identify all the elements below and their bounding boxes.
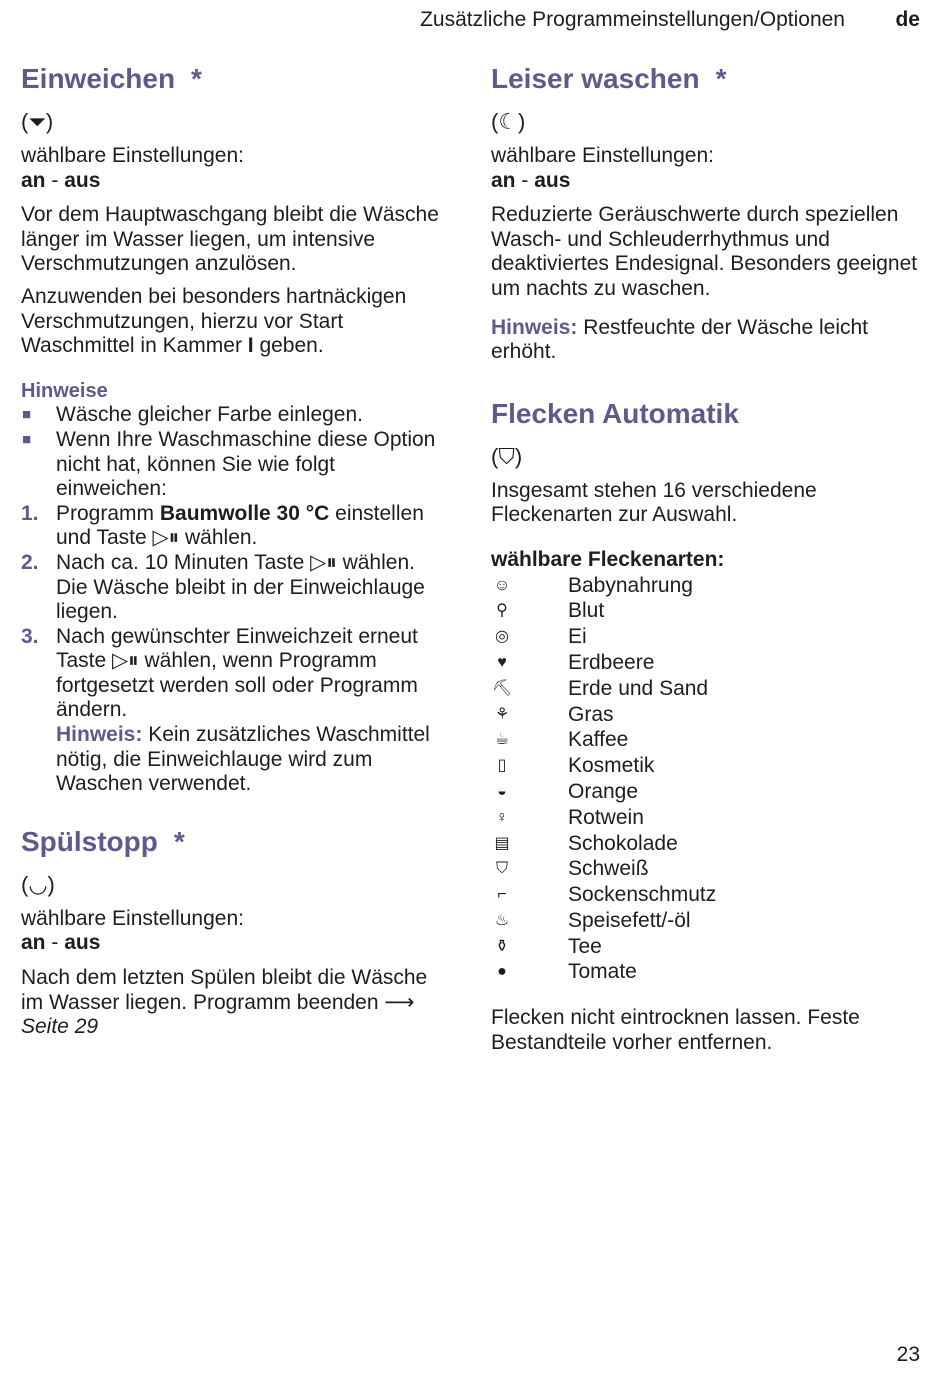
stain-label: Orange xyxy=(568,779,639,803)
stain-label: Erde und Sand xyxy=(568,676,709,700)
settings-label: wählbare Einstellungen: xyxy=(21,906,244,930)
usage-text-end: geben. xyxy=(253,334,324,358)
stain-item xyxy=(491,934,921,960)
program-name: Baumwolle 30 °C xyxy=(159,501,330,525)
bullet-icon: ■ xyxy=(22,430,32,448)
left-column xyxy=(21,60,446,1040)
arrow-icon: ⟶ xyxy=(384,990,415,1014)
usage-text: Anzuwenden bei besonders hartnäckigen Verschmutzungen, hierzu vor Start Waschmittel in Kammer xyxy=(21,284,407,358)
stain-symbol-icon: (⛉) xyxy=(491,443,523,469)
list-item xyxy=(21,428,446,502)
asterisk-mark: * xyxy=(715,63,727,94)
note-label: Hinweis: xyxy=(491,315,578,339)
stain-item xyxy=(491,779,921,805)
rinse-hold-symbol-icon: (◡) xyxy=(21,871,55,897)
chocolate-icon: ▤ xyxy=(494,834,510,852)
wine-glass-icon: ♀ xyxy=(496,808,508,826)
blood-icon: ⚲ xyxy=(496,602,508,620)
spuelstopp-description xyxy=(21,966,446,1040)
setting-separator: - xyxy=(45,931,65,955)
setting-off: aus xyxy=(64,931,101,955)
setting-off: aus xyxy=(64,168,101,192)
coffee-icon: ☕ xyxy=(494,731,510,749)
stain-item xyxy=(491,805,921,831)
stain-label: Gras xyxy=(568,702,614,726)
stain-label: Tee xyxy=(568,934,602,958)
bullet-text: Wenn Ihre Waschmaschine diese Option nicht hat, können Sie wie folgt einweichen: xyxy=(56,427,436,501)
setting-separator: - xyxy=(45,168,65,192)
steps-list xyxy=(21,502,446,723)
setting-on: an xyxy=(491,168,516,192)
stain-item xyxy=(491,624,921,650)
strawberry-icon: ♥ xyxy=(497,653,507,671)
settings-values xyxy=(21,931,446,956)
soak-symbol-icon: (⏷) xyxy=(21,109,54,134)
stain-item xyxy=(491,676,921,702)
page-header xyxy=(0,8,950,38)
stain-label: Tomate xyxy=(568,960,637,984)
bullet-icon: ■ xyxy=(22,406,32,424)
leiser-note xyxy=(491,316,921,365)
right-column xyxy=(491,60,921,1055)
grass-icon: ⚘ xyxy=(494,705,510,723)
setting-separator: - xyxy=(515,168,535,192)
settings-values xyxy=(491,169,921,194)
asterisk-mark: * xyxy=(191,63,202,94)
flecken-section xyxy=(491,395,921,1056)
note-label: Hinweis: xyxy=(56,723,143,747)
step-number: 2. xyxy=(21,550,39,574)
stain-label: Schokolade xyxy=(568,831,678,855)
bullet-text: Wäsche gleicher Farbe einlegen. xyxy=(56,403,364,427)
setting-on: an xyxy=(21,931,46,955)
stain-label: Sockenschmutz xyxy=(568,883,717,907)
spuelstopp-section xyxy=(21,823,446,1040)
leiser-title: Leiser waschen xyxy=(491,63,700,94)
chamber-label: I xyxy=(247,334,254,358)
stain-label: Babynahrung xyxy=(568,573,693,597)
oil-drop-icon: ♨ xyxy=(494,911,510,929)
section-title: Zusätzliche Programmeinstellungen/Optionen xyxy=(420,8,845,31)
page-reference-link[interactable]: Seite 29 xyxy=(21,1015,99,1039)
stain-item xyxy=(491,573,921,599)
description-text: Nach dem letzten Spülen bleibt die Wäsche im Wasser liegen. Programm beenden xyxy=(21,966,428,1014)
step-item xyxy=(21,625,446,723)
einweichen-title: Einweichen xyxy=(21,63,176,94)
einweichen-section xyxy=(21,60,446,797)
page-number: 23 xyxy=(896,1343,920,1366)
stain-item xyxy=(491,650,921,676)
list-item xyxy=(21,403,446,428)
lipstick-icon: ▯ xyxy=(497,757,507,775)
stain-label: Kaffee xyxy=(568,728,629,752)
stain-label: Blut xyxy=(568,599,605,623)
leiser-description: Reduzierte Geräuschwerte durch speziellen Wasch- und Schleuderrhythmus und deaktiviertes Endesignal. Besonders geeignet um nachts zu waschen. xyxy=(491,203,918,300)
stain-item xyxy=(491,831,921,857)
stain-item xyxy=(491,908,921,934)
quiet-wash-symbol-icon: (☾) xyxy=(491,109,526,134)
settings-label: wählbare Einstellungen: xyxy=(491,144,714,167)
flecken-heading: Flecken Automatik xyxy=(491,397,739,429)
step-text: Programm xyxy=(56,501,160,525)
note-text: Restfeuchte der Wäsche leicht erhöht. xyxy=(491,315,868,364)
stain-list-title: wählbare Fleckenarten: xyxy=(491,547,725,571)
stain-item xyxy=(491,856,921,882)
asterisk-mark: * xyxy=(173,825,185,857)
step-text: Nach gewünschter Einweichzeit erneut Taste ▷⏸ wählen, wenn Programm fortgesetzt werden soll oder Programm ändern. xyxy=(56,624,418,722)
hinweise-list xyxy=(21,403,446,501)
tomato-icon: ● xyxy=(497,963,507,981)
sock-icon: ⌐ xyxy=(497,886,507,904)
step-number: 1. xyxy=(21,501,39,525)
einweichen-heading xyxy=(21,60,446,98)
step-item xyxy=(21,502,446,551)
stain-label: Ei xyxy=(568,625,587,649)
leiser-heading xyxy=(491,60,921,98)
einweichen-description: Vor dem Hauptwaschgang bleibt die Wäsche länger im Wasser liegen, um intensive Verschmutzungen anzulösen. xyxy=(21,203,439,276)
flecken-description: Insgesamt stehen 16 verschiedene Fleckenarten zur Auswahl. xyxy=(491,478,817,527)
spuelstopp-heading xyxy=(21,823,446,861)
step-number: 3. xyxy=(21,624,39,648)
hinweise-heading: Hinweise xyxy=(21,379,108,402)
flecken-footer: Flecken nicht eintrocknen lassen. Feste Bestandteile vorher entfernen. xyxy=(491,1006,860,1054)
step-text: einstellen und Taste ▷⏸ wählen. xyxy=(56,501,424,550)
stain-item xyxy=(491,727,921,753)
leiser-section xyxy=(491,60,921,365)
stain-label: Kosmetik xyxy=(568,754,655,778)
stain-label: Rotwein xyxy=(568,805,644,829)
egg-icon: ◎ xyxy=(495,628,509,646)
einweichen-usage xyxy=(21,285,446,359)
spuelstopp-title: Spülstopp xyxy=(21,825,158,857)
stain-item xyxy=(491,882,921,908)
stain-label: Speisefett/-öl xyxy=(568,908,691,932)
language-code: de xyxy=(895,8,920,31)
settings-label: wählbare Einstellungen: xyxy=(21,144,244,167)
orange-icon: ◒ xyxy=(497,782,507,800)
stain-item xyxy=(491,598,921,624)
stain-label: Erdbeere xyxy=(568,650,655,674)
einweichen-note xyxy=(21,723,446,797)
step-text: Nach ca. 10 Minuten Taste ▷⏸ wählen. Die Wäsche bleibt in der Einweichlauge liegen. xyxy=(56,550,425,624)
settings-values xyxy=(21,169,446,194)
soil-icon: ⛏ xyxy=(491,679,513,697)
setting-off: aus xyxy=(534,168,571,192)
setting-on: an xyxy=(21,168,46,192)
stain-list xyxy=(491,573,921,986)
stain-item xyxy=(491,959,921,985)
stain-item xyxy=(491,753,921,779)
stain-item xyxy=(491,702,921,728)
note-text: Kein zusätzliches Waschmittel nötig, die Einweichlauge wird zum Waschen verwendet. xyxy=(56,723,430,796)
stain-label: Schweiß xyxy=(568,857,649,881)
baby-food-icon: ☺ xyxy=(493,576,511,594)
teapot-icon: ⚱ xyxy=(495,937,509,955)
step-item xyxy=(21,551,446,625)
shirt-icon: ⛉ xyxy=(495,860,508,878)
